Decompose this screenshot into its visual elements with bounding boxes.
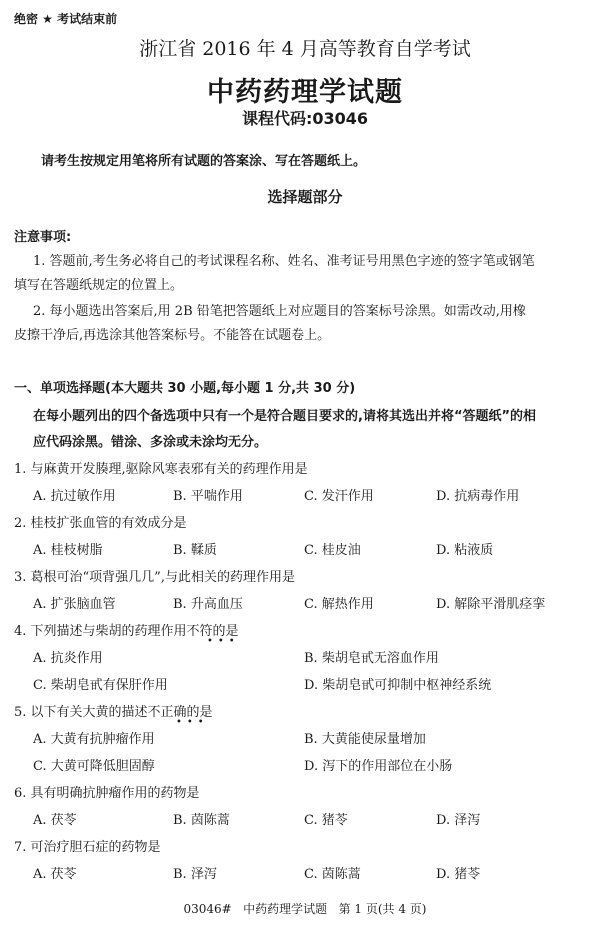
page-title: 中药药理学试题 xyxy=(207,77,403,108)
option-c: C. 猪苓 xyxy=(304,813,348,828)
question-stem: 1. 与麻黄开发腠理,驱除风寒表邪有关的药理作用是 xyxy=(14,462,308,477)
question-stem: 4. 下列描述与柴胡的药理作用不符的是 xyxy=(14,624,239,639)
option-b: B. 大黄能使尿量增加 xyxy=(304,732,426,747)
question-stem: 6. 具有明确抗肿瘤作用的药物是 xyxy=(14,786,200,801)
option-d: D. 柴胡皂甙可抑制中枢神经系统 xyxy=(304,678,492,693)
option-d: D. 解除平滑肌痉挛 xyxy=(436,597,546,612)
option-b: B. 平喘作用 xyxy=(173,489,243,504)
exam-name: 浙江省 2016 年 4 月高等教育自学考试 xyxy=(139,38,471,60)
question-stem: 3. 葛根可治“项背强几几”,与此相关的药理作用是 xyxy=(14,570,295,585)
option-d: D. 泻下的作用部位在小肠 xyxy=(304,759,453,774)
course-code: 课程代码:03046 xyxy=(241,109,369,128)
section-desc-cont: 应代码涂黑。错涂、多涂或未涂均无分。 xyxy=(33,435,268,450)
option-c: C. 解热作用 xyxy=(304,597,374,612)
option-a: A. 抗炎作用 xyxy=(33,651,103,666)
note-item-2: 2. 每小题选出答案后,用 2B 铅笔把答题纸上对应题目的答案标号涂黑。如需改动,用橡 xyxy=(33,304,526,319)
option-a: A. 抗过敏作用 xyxy=(33,489,116,504)
option-b: B. 鞣质 xyxy=(173,543,217,558)
question-stem: 2. 桂枝扩张血管的有效成分是 xyxy=(14,516,187,531)
option-a: A. 茯苓 xyxy=(33,813,77,828)
note-item-1-cont: 填写在答题纸规定的位置上。 xyxy=(14,278,184,293)
note-item-2-cont: 皮擦干净后,再选涂其他答案标号。不能答在试题卷上。 xyxy=(14,328,331,343)
option-d: D. 粘液质 xyxy=(436,543,494,558)
notes-heading: 注意事项: xyxy=(14,230,72,245)
option-a: A. 扩张脑血管 xyxy=(33,597,116,612)
option-c: C. 大黄可降低胆固醇 xyxy=(33,759,155,774)
option-a: A. 大黄有抗肿瘤作用 xyxy=(33,732,155,747)
option-a: A. 茯苓 xyxy=(33,867,77,882)
secret-mark: 绝密 ★ 考试结束前 xyxy=(14,12,118,26)
emphasis-dots: ••• xyxy=(176,717,209,728)
emphasis-dots: ••• xyxy=(207,636,240,647)
option-c: C. 茵陈蒿 xyxy=(304,867,361,882)
question-stem: 7. 可治疗胆石症的药物是 xyxy=(14,840,161,855)
answer-instruction: 请考生按规定用笔将所有试题的答案涂、写在答题纸上。 xyxy=(41,154,367,169)
question-stem: 5. 以下有关大黄的描述不正确的是 xyxy=(14,705,213,720)
part-title: 选择题部分 xyxy=(267,188,343,206)
option-a: A. 桂枝树脂 xyxy=(33,543,103,558)
option-c: C. 桂皮油 xyxy=(304,543,361,558)
section-heading: 一、单项选择题(本大题共 30 小题,每小题 1 分,共 30 分) xyxy=(14,381,356,396)
option-b: B. 茵陈蒿 xyxy=(173,813,230,828)
option-c: C. 发汗作用 xyxy=(304,489,374,504)
section-desc: 在每小题列出的四个备选项中只有一个是符合题目要求的,请将其选出并将“答题纸”的相 xyxy=(33,409,537,424)
option-b: B. 柴胡皂甙无溶血作用 xyxy=(304,651,439,666)
option-d: D. 泽泻 xyxy=(436,813,481,828)
note-item-1: 1. 答题前,考生务必将自己的考试课程名称、姓名、准考证号用黑色字迹的签字笔或钢笔 xyxy=(33,254,535,269)
option-d: D. 猪苓 xyxy=(436,867,481,882)
option-b: B. 泽泻 xyxy=(173,867,217,882)
page-footer: 03046# 中药药理学试题 第 1 页(共 4 页) xyxy=(183,902,427,916)
option-d: D. 抗病毒作用 xyxy=(436,489,520,504)
option-c: C. 柴胡皂甙有保肝作用 xyxy=(33,678,168,693)
option-b: B. 升高血压 xyxy=(173,597,243,612)
